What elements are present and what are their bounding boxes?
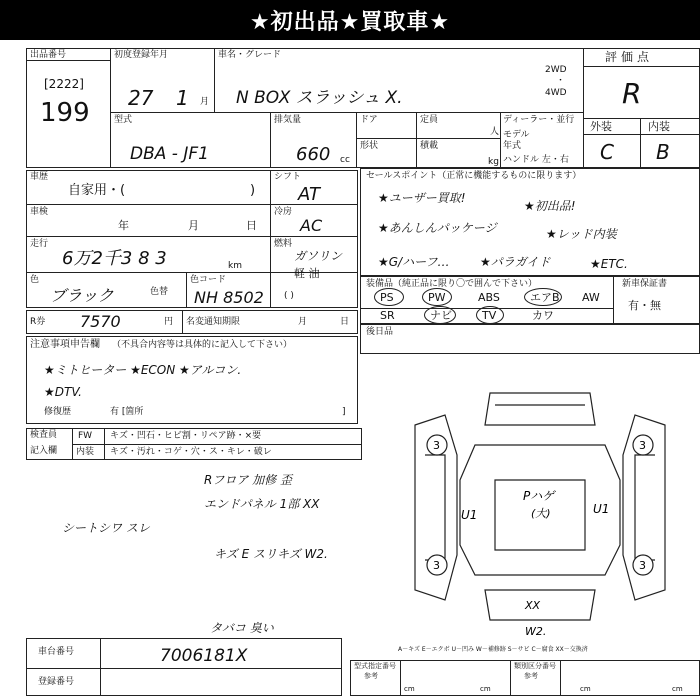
repair-label: 修復歴 — [44, 407, 72, 417]
sales-label: セールスポイント（正常に機能するものに限ります） — [366, 171, 582, 181]
repair-close: ] — [342, 407, 346, 417]
ac-label: 冷房 — [274, 207, 293, 217]
dealer-label: ディーラー・並行 — [503, 115, 575, 125]
equip-circle — [374, 288, 404, 306]
diagram-right-u: U1 — [593, 502, 610, 516]
inspector-label1: 検査員 — [30, 430, 58, 440]
equip-sr: SR — [380, 309, 395, 322]
dealer-year-label: 年式 — [503, 141, 522, 151]
mileage-unit: km — [228, 261, 242, 271]
inspector-int-items: キズ・汚れ・コゲ・穴・ス・キレ・破レ — [110, 447, 272, 457]
diagram-front-right: 3 — [639, 439, 646, 452]
fuel-gasoline: ガソリン — [294, 249, 343, 263]
color-code-label: 色コード — [190, 275, 227, 285]
equip-circle — [424, 306, 456, 324]
shift-value: AT — [298, 184, 320, 205]
inspection-year: 年 — [118, 219, 129, 232]
handnote-1: Rフロア 加修 歪 — [204, 473, 292, 487]
stamp-ref1: 参考 — [364, 672, 378, 680]
equip-navi: ナビ — [430, 309, 452, 322]
diagram-rear-left: 3 — [433, 559, 440, 572]
displacement-label: 排気量 — [274, 115, 302, 125]
inspector-fw-items: キズ・凹石・ヒビ割・リペア跡・×要 — [110, 431, 262, 441]
rear-items-frame — [360, 324, 700, 354]
first-reg-year: 27 — [128, 86, 154, 110]
inspection-day: 日 — [246, 219, 257, 232]
diagram-roof-2: (大) — [531, 507, 551, 520]
rear-items-label: 後日品 — [366, 327, 394, 337]
interior-value: B — [656, 140, 670, 164]
banner: ★初出品★買取車★ — [0, 0, 700, 40]
drive-4wd: 4WD — [545, 88, 567, 98]
stamp-label2: 類別区分番号 — [514, 662, 556, 670]
handnote-2: エンドパネル 1部 XX — [204, 497, 320, 511]
notes-line1: ★ミトヒーター ★ECON ★アルコン. — [44, 363, 242, 377]
inspector-fw: FW — [78, 431, 93, 441]
lot-label: 出品番号 — [30, 50, 67, 60]
first-reg-month-unit: 月 — [200, 97, 210, 107]
notes-sub: （不具合内容等は具体的に記入して下さい） — [112, 340, 293, 350]
diagram-rear-xx: XX — [525, 599, 541, 612]
grade-label: 評価点 — [605, 50, 654, 64]
load-label: 積載 — [420, 141, 439, 151]
sales-l3c: ★ETC. — [590, 257, 628, 271]
diagram-roof-1: Pハゲ — [523, 489, 555, 503]
drive-sep: ・ — [556, 76, 566, 86]
notes-label: 注意事項申告欄 — [30, 339, 100, 350]
sales-l3b: ★パラガイド — [480, 255, 551, 269]
mileage-label: 走行 — [30, 239, 49, 249]
recycle-value: 7570 — [80, 312, 121, 331]
first-reg-label: 初度登録年月 — [114, 50, 169, 60]
stamp-cm1: cm — [404, 685, 415, 693]
sales-l2b: ★レッド内装 — [546, 227, 617, 241]
model-value: DBA - JF1 — [130, 144, 209, 164]
history-label: 車歴 — [30, 172, 49, 182]
equip-circle — [476, 306, 504, 324]
sales-l1b: ★初出品! — [524, 199, 576, 213]
inspector-label2: 記入欄 — [30, 446, 58, 456]
chassis-value: 7006181X — [160, 646, 248, 666]
color-swap-label: 色替 — [150, 287, 169, 297]
fuel-label: 燃料 — [274, 239, 293, 249]
dealer-handle: ハンドル 左・右 — [503, 155, 569, 165]
first-reg-month: 1 — [176, 86, 189, 110]
equip-ps: PS — [380, 291, 394, 304]
sales-l3a: ★G/ハーフ… — [378, 255, 450, 269]
handnote-5: タバコ 臭い — [210, 621, 274, 635]
door-label: ドア — [360, 115, 378, 125]
dealer-model-label: モデル — [503, 130, 530, 140]
color-label: 色 — [30, 275, 40, 285]
recycle-unit: 円 — [164, 317, 174, 327]
diagram-left-u: U1 — [461, 508, 478, 522]
inspector-interior: 内装 — [76, 447, 95, 457]
stamp-cm3: cm — [580, 685, 591, 693]
drive-2wd: 2WD — [545, 65, 567, 75]
history-value: 自家用・( — [68, 183, 126, 198]
exterior-value: C — [600, 140, 614, 164]
name-change-label: 名変通知期限 — [186, 317, 241, 327]
car-name-value: N BOX スラッシュ X. — [236, 88, 403, 108]
inspection-label: 車検 — [30, 207, 49, 217]
repair-value: 有 [箇所 — [110, 407, 144, 417]
lot-number: 199 — [40, 98, 90, 128]
chassis-label: 車台番号 — [38, 647, 75, 657]
grade-value: R — [622, 77, 642, 110]
recycle-label: R券 — [30, 317, 46, 327]
tax-label: 新車保証書 — [622, 279, 668, 289]
inspection-month: 月 — [188, 219, 199, 232]
name-change-month: 月 — [298, 317, 308, 327]
history-close: ) — [250, 183, 256, 198]
handnote-3: シートシワ スレ — [62, 521, 150, 535]
shift-label: シフト — [274, 172, 302, 182]
car-name-label: 車名・グレード — [218, 50, 282, 60]
reg-label: 登録番号 — [38, 677, 75, 687]
fuel-diesel: 軽 油 — [294, 267, 320, 280]
diagram-rear-right: 3 — [639, 559, 646, 572]
diagram-rear-w: W2. — [525, 625, 547, 638]
fuel-other: ( ) — [284, 291, 294, 301]
displacement-value: 660 — [296, 144, 331, 165]
diagram-front-left: 3 — [433, 439, 440, 452]
name-change-day: 日 — [340, 317, 350, 327]
color-code-value: NH 8502 — [194, 288, 264, 307]
sales-l1a: ★ユーザー買取! — [378, 191, 466, 205]
stamp-label1: 型式指定番号 — [354, 662, 396, 670]
sales-l2a: ★あんしんパッケージ — [378, 221, 497, 235]
car-damage-diagram — [395, 385, 685, 640]
shape-label: 形状 — [360, 141, 379, 151]
displacement-unit: cc — [340, 155, 350, 165]
capacity-unit: 人 — [490, 127, 500, 137]
equip-aw: AW — [582, 291, 600, 304]
exterior-label: 外装 — [590, 120, 612, 133]
equip-circle — [422, 288, 452, 306]
equipment-label: 装備品（純正品に限り〇で囲んで下さい） — [366, 279, 538, 289]
damage-legend: A－キズ E－エクボ U－凹み W－補修跡 S－サビ C－腐食 XX－交換済 — [398, 646, 588, 653]
capacity-label: 定員 — [420, 115, 439, 125]
load-unit: kg — [488, 157, 499, 167]
interior-label: 内装 — [648, 120, 670, 133]
equip-pw: PW — [428, 291, 446, 304]
notes-line2: ★DTV. — [44, 385, 82, 399]
lot-code: [2222] — [44, 77, 84, 91]
stamp-ref2: 参考 — [524, 672, 538, 680]
handnote-4: キズ E スリキズ W2. — [214, 547, 328, 561]
equip-circle — [524, 288, 562, 306]
mileage-value: 6万2千3 8 3 — [62, 248, 167, 269]
equip-tv: TV — [482, 309, 497, 322]
tax-value: 有・無 — [628, 299, 661, 312]
equip-leather: カワ — [532, 309, 554, 322]
stamp-cm4: cm — [672, 685, 683, 693]
ac-value: AC — [300, 216, 323, 235]
equip-abs: ABS — [478, 291, 500, 304]
model-label: 型式 — [114, 115, 133, 125]
stamp-cm2: cm — [480, 685, 491, 693]
color-value: ブラック — [50, 286, 114, 305]
equip-airbag: エアB — [530, 291, 560, 304]
